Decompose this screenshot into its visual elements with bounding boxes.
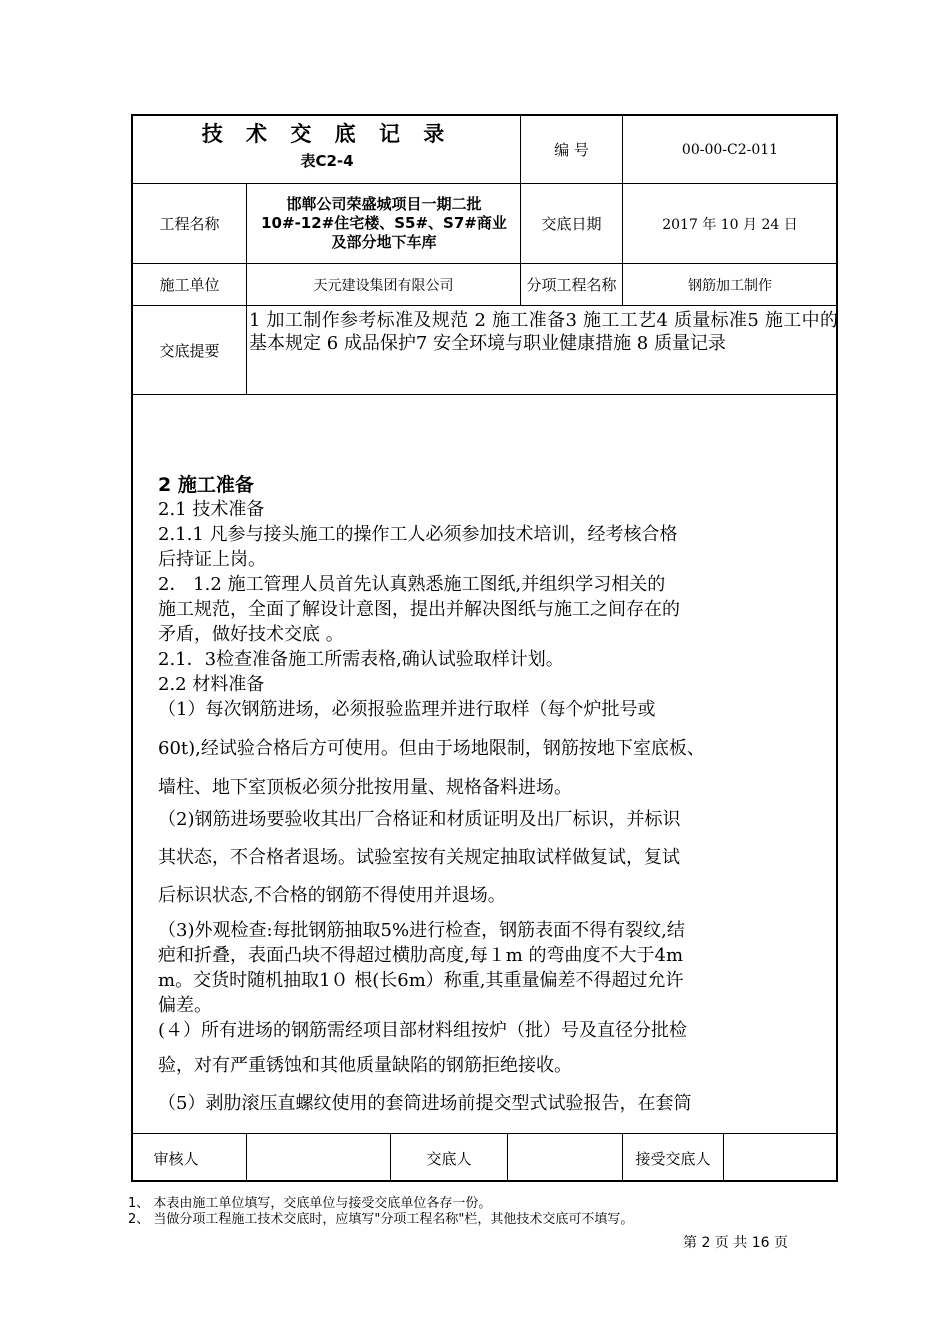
project-label: 工程名称 [159,215,220,233]
form-code: 表C2-4 [300,152,354,170]
content-line: （5）剥肋滚压直螺纹使用的套筒进场前提交型式试验报告，在套筒 [158,1093,692,1114]
form-title: 技 术 交 底 记 录 [201,122,453,146]
discloser-label: 交底人 [426,1149,472,1168]
content-line: 矛盾，做好技术交底 。 [158,624,344,645]
page-number: 第 2 页 共 16 页 [683,1235,788,1251]
content-line: 2.1 技术准备 [158,499,265,520]
grid-line [131,394,838,395]
number-label: 编 号 [554,141,589,159]
content-line: 疤和折叠，表面凸块不得超过横肋高度,每１m 的弯曲度不大于4m [158,945,684,966]
discloser-signature-field[interactable] [508,1134,622,1182]
project-value: 邯郸公司荣盛城项目一期二批10#-12#住宅楼、S5#、S7#商业及部分地下车库 [261,195,507,251]
content-line: 其状态，不合格者退场。试验室按有关规定抽取试样做复试，复试 [158,847,680,868]
receiver-label: 接受交底人 [635,1149,711,1168]
content-line: 60t),经试验合格后方可使用。但由于场地限制，钢筋按地下室底板、 [158,738,705,759]
date-label: 交底日期 [541,215,602,233]
content-line: 2.1．3检查准备施工所需表格,确认试验取样计划。 [158,649,564,670]
content-line: m。交货时随机抽取1０ 根(长6m）称重,其重量偏差不得超过允许 [158,970,684,991]
reviewer-signature-field[interactable] [247,1134,390,1182]
number-value: 00-00-C2-011 [681,141,779,158]
footnote-1: 1、 本表由施工单位填写，交底单位与接受交底单位各存一份。 [128,1196,492,1211]
content-line: 后标识状态,不合格的钢筋不得使用并退场。 [158,885,506,906]
reviewer-label: 审核人 [153,1149,199,1168]
subitem-value: 钢筋加工制作 [688,277,772,294]
content-line: 2.2 材料准备 [158,674,265,695]
content-line: （2)钢筋进场要验收其出厂合格证和材质证明及出厂标识，并标识 [158,809,681,830]
content-line: 2． 1.2 施工管理人员首先认真熟悉施工图纸,并组织学习相关的 [158,574,666,595]
footnote-2: 2、 当做分项工程施工技术交底时，应填写"分项工程名称"栏，其他技术交底可不填写。 [128,1212,634,1227]
content-line: (４）所有进场的钢筋需经项目部材料组按炉（批）号及直径分批检 [158,1020,688,1041]
receiver-signature-field[interactable] [724,1134,837,1182]
date-value: 2017 年 10 月 24 日 [662,216,798,233]
content-line: （1）每次钢筋进场，必须报验监理并进行取样（每个炉批号或 [158,699,656,720]
content-line: 施工规范，全面了解设计意图，提出并解决图纸与施工之间存在的 [158,599,680,620]
subitem-label: 分项工程名称 [526,276,617,294]
content-line: 偏差。 [158,995,212,1016]
contractor-label: 施工单位 [159,276,220,294]
section-heading: 2 施工准备 [158,474,254,496]
contractor-value: 天元建设集团有限公司 [313,277,454,294]
content-line: 墙柱、地下室顶板必须分批按用量、规格备料进场。 [158,777,572,798]
summary-label: 交底提要 [159,341,220,360]
summary-value: 1 加工制作参考标准及规范 2 施工准备3 施工工艺4 质量标准5 施工中的基本规定 6 成品保护7 安全环境与职业健康措施 8 质量记录 [249,310,838,354]
content-line: 验，对有严重锈蚀和其他质量缺陷的钢筋拒绝接收。 [158,1055,572,1076]
footnotes [128,1196,633,1228]
content-line: （3)外观检查:每批钢筋抽取5%进行检查，钢筋表面不得有裂纹,结 [158,920,685,941]
content-line: 2.1.1 凡参与接头施工的操作工人必须参加技术培训，经考核合格 [158,524,678,545]
content-line: 后持证上岗。 [158,549,266,570]
